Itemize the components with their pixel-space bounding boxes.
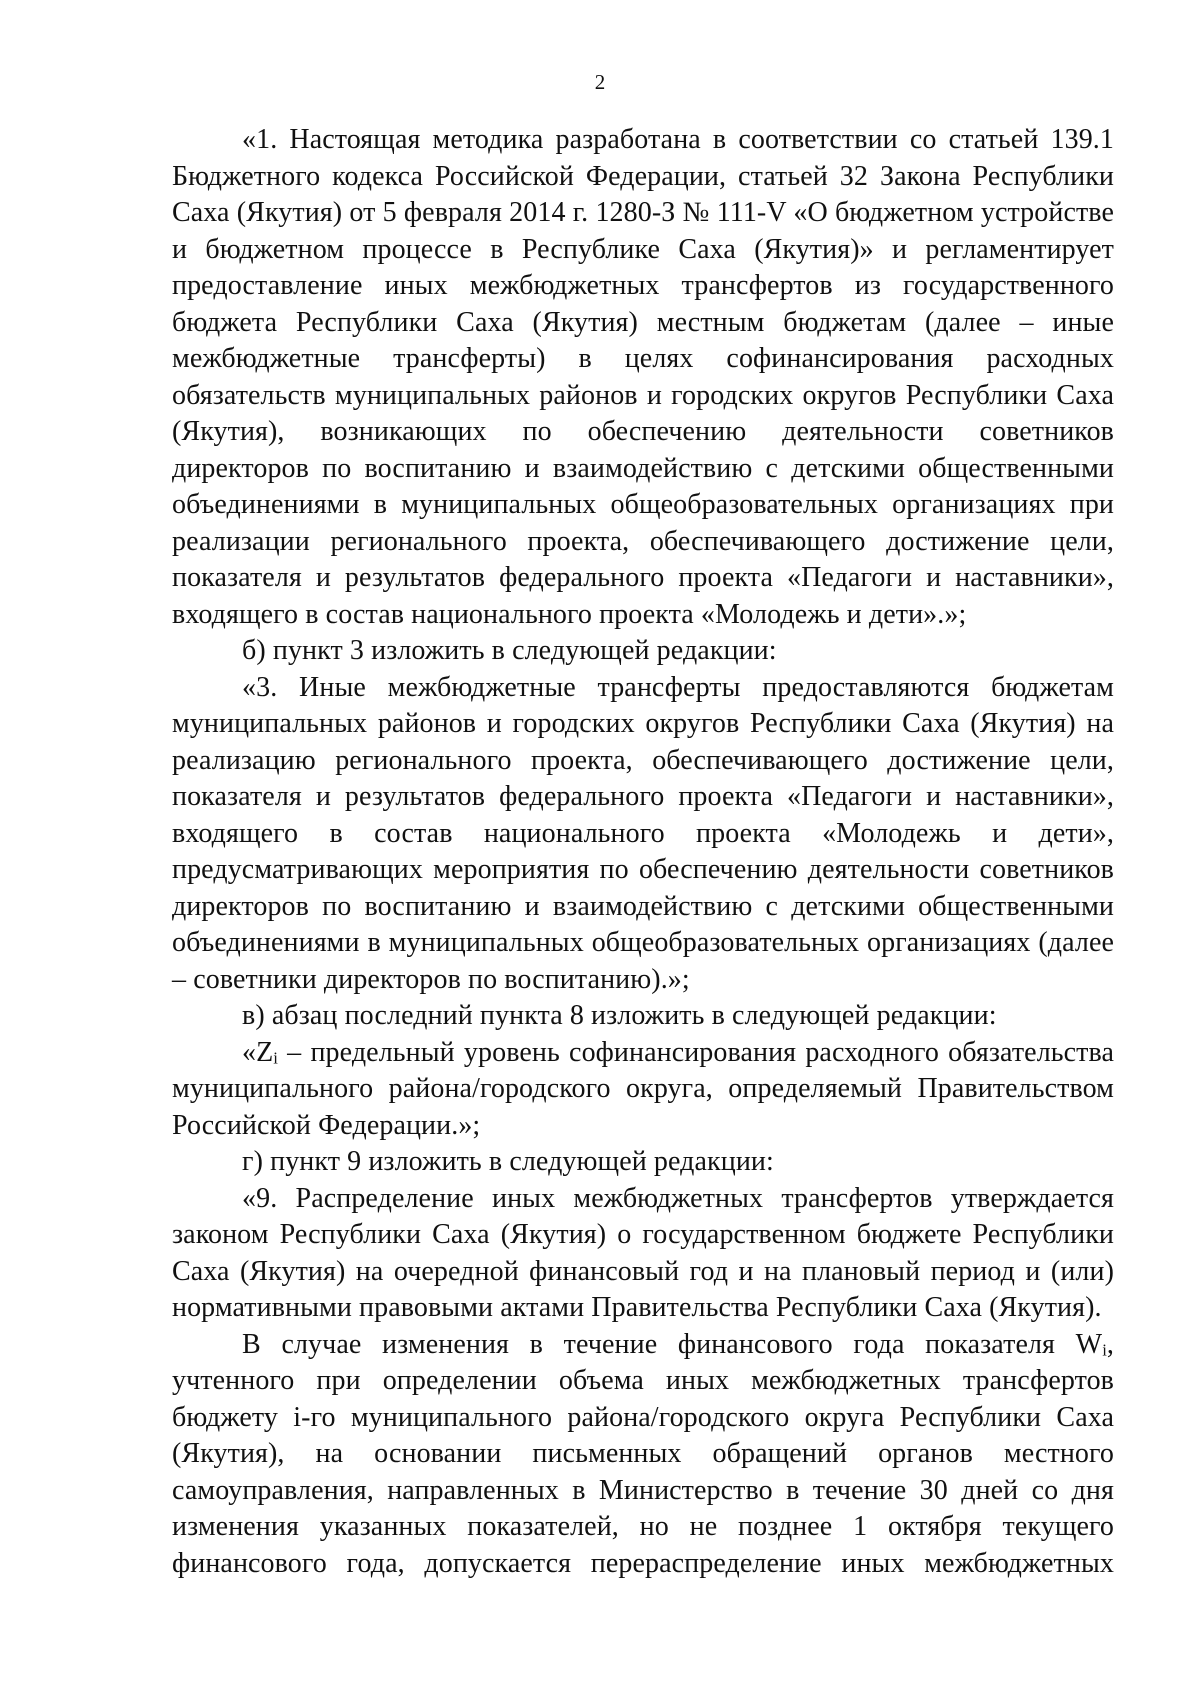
paragraph-point-9: «9. Распределение иных межбюджетных трансфертов утверждается законом Республики Саха (Якутия) о государственном бюджете Республики Саха (Якутия) на очередной финансовый год и на плановый период и (или) нормативными правовыми актами Правительства Республики Саха (Якутия). [172, 1182, 1114, 1323]
paragraph-zi-definition: «Zᵢ – предельный уровень софинансирования расходного обязательства муниципального района/городского округа, определяемый Правительством Российской Федерации.»; [172, 1036, 1114, 1141]
paragraph-item-g: г) пункт 9 изложить в следующей редакции: [242, 1146, 774, 1177]
page-number: 2 [594, 70, 606, 94]
document-body [172, 122, 1114, 1582]
paragraph-item-b: б) пункт 3 изложить в следующей редакции: [242, 635, 777, 666]
paragraph-item-v: в) абзац последний пункта 8 изложить в следующей редакции: [242, 1000, 997, 1031]
paragraph-redistribution: В случае изменения в течение финансового года показателя Wᵢ, учтенного при определении объема иных межбюджетных трансфертов бюджету i-го муниципального района/городского округа Республики Саха (Якутия), на основании письменных обращений органов местного самоуправления, направленных в Министерство в течение 30 дней со дня изменения указанных показателей, но не позднее 1 октября текущего финансового года, допускается перераспределение иных межбюджетных [172, 1328, 1114, 1579]
paragraph-methodology: «1. Настоящая методика разработана в соответствии со статьей 139.1 Бюджетного кодекса Российской Федерации, статьей 32 Закона Республики Саха (Якутия) от 5 февраля 2014 г. 1280-З № 111-V «О бюджетном устройстве и бюджетном процессе в Республике Саха (Якутия)» и регламентирует предоставление иных межбюджетных трансфертов из государственного бюджета Республики Саха (Якутия) местным бюджетам (далее – иные межбюджетные трансферты) в целях софинансирования расходных обязательств муниципальных районов и городских округов Республики Саха (Якутия), возникающих по обеспечению деятельности советников директоров по воспитанию и взаимодействию с детскими общественными объединениями в муниципальных общеобразовательных организациях при реализации регионального проекта, обеспечивающего достижение цели, показателя и результатов федерального проекта «Педагоги и наставники», входящего в состав национального проекта «Молодежь и дети».»; [172, 124, 1114, 630]
paragraph-point-3: «3. Иные межбюджетные трансферты предоставляются бюджетам муниципальных районов и городских округов Республики Саха (Якутия) на реализацию регионального проекта, обеспечивающего достижение цели, показателя и результатов федерального проекта «Педагоги и наставники», входящего в состав национального проекта «Молодежь и дети», предусматривающих мероприятия по обеспечению деятельности советников директоров по воспитанию и взаимодействию с детскими общественными объединениями в муниципальных общеобразовательных организациях (далее – советники директоров по воспитанию).»; [172, 671, 1114, 995]
